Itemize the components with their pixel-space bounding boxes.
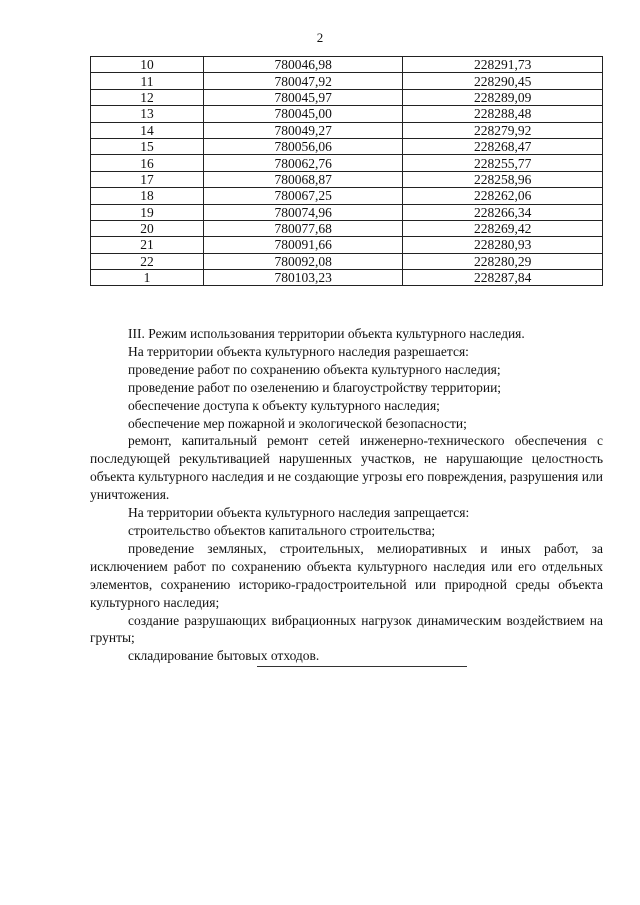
point-number: 1 xyxy=(91,270,204,286)
point-number: 14 xyxy=(91,122,204,138)
coordinate-x: 780045,97 xyxy=(203,89,403,105)
table-row xyxy=(91,237,603,253)
coordinate-x: 780067,25 xyxy=(203,188,403,204)
point-number: 21 xyxy=(91,237,204,253)
table-row xyxy=(91,73,603,89)
table-row xyxy=(91,270,603,286)
list-item: складирование бытовых отходов. xyxy=(128,648,320,664)
point-number: 13 xyxy=(91,106,204,122)
section-heading: III. Режим использования территории объекта культурного наследия. xyxy=(128,326,525,341)
table-row xyxy=(91,57,603,73)
coordinate-x: 780045,00 xyxy=(203,106,403,122)
coordinates-table xyxy=(90,56,603,286)
point-number: 15 xyxy=(91,138,204,154)
coordinate-x: 780091,66 xyxy=(203,237,403,253)
point-number: 12 xyxy=(91,89,204,105)
end-divider xyxy=(257,666,467,667)
list-item: ремонт, капитальный ремонт сетей инженерно-технического обеспечения с последующей рекультивацией нарушенных участков, не нарушающие целостность объекта культурного наследия и не создающие угрозы его повреждения, разрушения или уничтожения. xyxy=(90,433,603,503)
point-number: 18 xyxy=(91,188,204,204)
coordinate-y: 228279,92 xyxy=(403,122,603,138)
table-row xyxy=(91,188,603,204)
coordinate-x: 780049,27 xyxy=(203,122,403,138)
point-number: 22 xyxy=(91,253,204,269)
list-item: строительство объектов капитального строительства; xyxy=(128,522,436,538)
list-item: проведение работ по озеленению и благоустройству территории; xyxy=(128,379,502,395)
coordinate-x: 780103,23 xyxy=(203,270,403,286)
table-row xyxy=(91,138,603,154)
point-number: 20 xyxy=(91,220,204,236)
coordinate-y: 228262,06 xyxy=(403,188,603,204)
list-item: проведение земляных, строительных, мелиоративных и иных работ, за исключением работ по сохранению объекта культурного наследия или его отдельных элементов, сохранению историко-градостроительной или природной среды объекта культурного наследия; xyxy=(90,540,603,610)
regime-text xyxy=(90,325,603,665)
coordinate-y: 228255,77 xyxy=(403,155,603,171)
list-item: создание разрушающих вибрационных нагрузок динамическим воздействием на грунты; xyxy=(90,612,603,646)
table-row xyxy=(91,106,603,122)
point-number: 10 xyxy=(91,57,204,73)
allowed-intro: На территории объекта культурного наследия разрешается: xyxy=(128,343,469,359)
coordinate-x: 780056,06 xyxy=(203,138,403,154)
coordinate-y: 228290,45 xyxy=(403,73,603,89)
table-row xyxy=(91,171,603,187)
coordinate-y: 228289,09 xyxy=(403,89,603,105)
table-row xyxy=(91,220,603,236)
list-item: обеспечение доступа к объекту культурного наследия; xyxy=(128,397,440,413)
coordinate-y: 228258,96 xyxy=(403,171,603,187)
table-row xyxy=(91,204,603,220)
list-item: проведение работ по сохранению объекта культурного наследия; xyxy=(128,361,501,377)
coordinate-x: 780062,76 xyxy=(203,155,403,171)
table-row xyxy=(91,253,603,269)
coordinate-y: 228288,48 xyxy=(403,106,603,122)
page-number: 2 xyxy=(316,30,324,45)
coordinate-y: 228291,73 xyxy=(403,57,603,73)
coordinate-x: 780074,96 xyxy=(203,204,403,220)
point-number: 19 xyxy=(91,204,204,220)
coordinate-y: 228266,34 xyxy=(403,204,603,220)
coordinate-x: 780046,98 xyxy=(203,57,403,73)
coordinate-y: 228268,47 xyxy=(403,138,603,154)
list-item: обеспечение мер пожарной и экологической безопасности; xyxy=(128,415,467,431)
coordinate-x: 780092,08 xyxy=(203,253,403,269)
point-number: 11 xyxy=(91,73,204,89)
coordinate-y: 228280,93 xyxy=(403,237,603,253)
table-row xyxy=(91,155,603,171)
coordinate-x: 780047,92 xyxy=(203,73,403,89)
coordinate-y: 228269,42 xyxy=(403,220,603,236)
point-number: 16 xyxy=(91,155,204,171)
table-row xyxy=(91,89,603,105)
forbidden-intro: На территории объекта культурного наследия запрещается: xyxy=(128,505,470,521)
coordinate-x: 780077,68 xyxy=(203,220,403,236)
coordinate-y: 228280,29 xyxy=(403,253,603,269)
table-row xyxy=(91,122,603,138)
point-number: 17 xyxy=(91,171,204,187)
coordinate-x: 780068,87 xyxy=(203,171,403,187)
coordinate-y: 228287,84 xyxy=(403,270,603,286)
